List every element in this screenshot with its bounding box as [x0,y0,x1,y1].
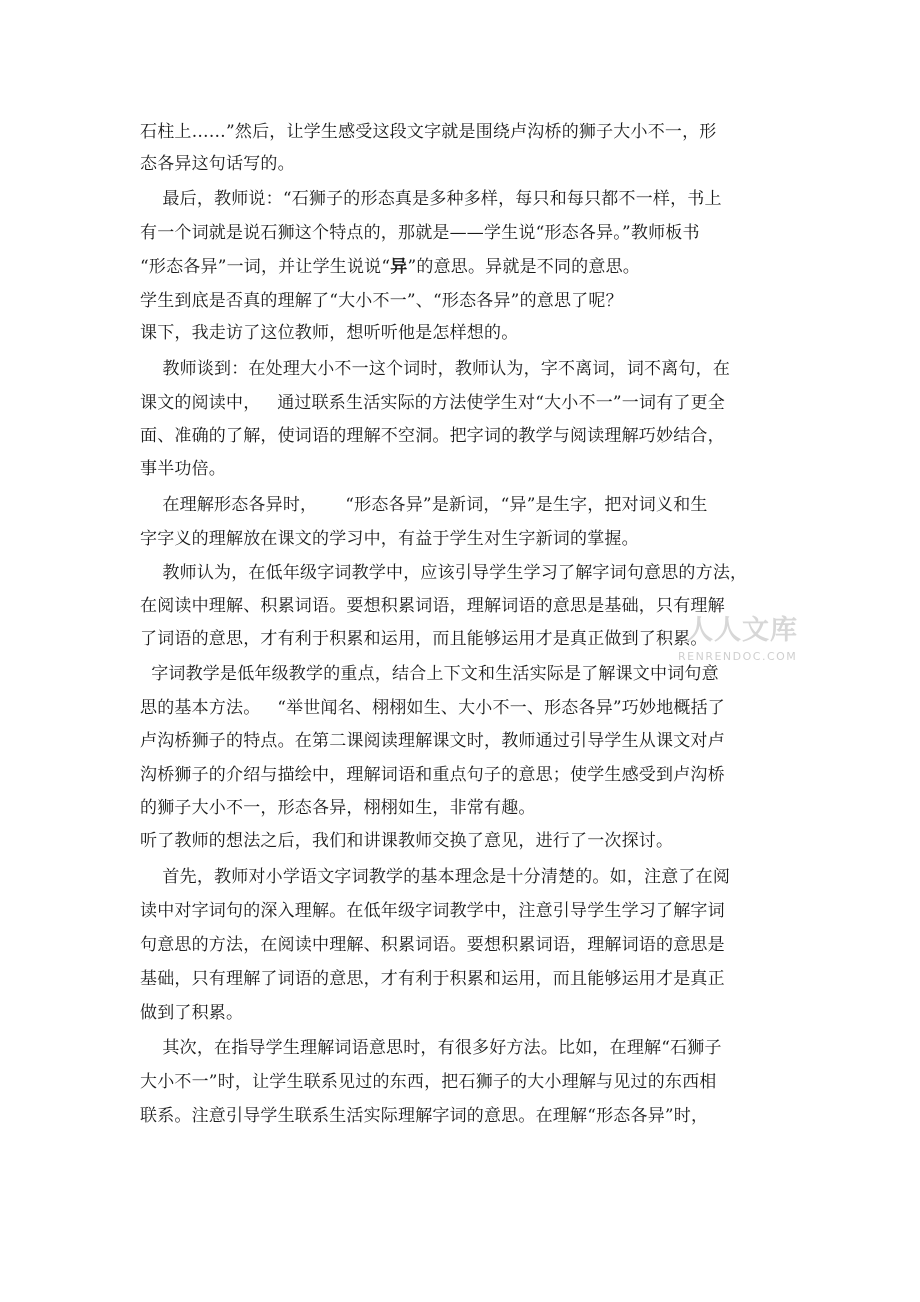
bold-character: 异 [390,257,408,277]
text-line: 首先，教师对小学语文字词教学的基本理念是十分清楚的。如，注意了在阅 [140,867,731,887]
text-line: 字字义的理解放在课文的学习中，有益于学生对生字新词的掌握。 [140,529,639,549]
text-line: 沟桥狮子的介绍与描绘中，理解词语和重点句子的意思；使学生感受到卢沟桥 [140,765,725,785]
text-line: 基础，只有理解了词语的意思，才有利于积累和运用，而且能够运用才是真正 [140,969,725,989]
text-line: 面、准确的了解，使词语的理解不空洞。把字词的教学与阅读理解巧妙结合， [140,426,725,446]
text-line: 教师认为，在低年级字词教学中，应该引导学生学习了解字词句意思的方法， [140,563,748,583]
text-line: 有一个词就是说石狮这个特点的，那就是——学生说“形态各异。”教师板书 [140,223,700,243]
text-line: 句意思的方法，在阅读中理解、积累词语。要想积累词语，理解词语的意思是 [140,935,725,955]
text-line: 其次，在指导学生理解词语意思时，有很多好方法。比如，在理解“石狮子 [140,1038,722,1058]
text-line: 的狮子大小不一，形态各异，栩栩如生，非常有趣。 [140,798,536,818]
text-line: 学生到底是否真的理解了“大小不一”、“形态各异”的意思了呢？ [140,291,623,311]
text-line: 了词语的意思，才有利于积累和运用，而且能够运用才是真正做到了积累。 [140,629,708,649]
text-line [140,256,800,278]
text-line: 在理解形态各异时， “形态各异”是新词，“异”是生字，把对词义和生 [140,495,708,515]
text-line: 读中对字词句的深入理解。在低年级字词教学中，注意引导学生学习了解字词 [140,901,725,921]
text-line: 思的基本方法。 “举世闻名、栩栩如生、大小不一、形态各异”巧妙地概括了 [140,698,725,718]
text-line: 课下，我走访了这位教师，想听听他是怎样想的。 [140,323,519,343]
text-line: 在阅读中理解、积累词语。要想积累词语，理解词语的意思是基础，只有理解 [140,596,725,616]
text-line: 卢沟桥狮子的特点。在第二课阅读理解课文时，教师通过引导学生从课文对卢 [140,731,725,751]
text-line: 最后，教师说：“石狮子的形态真是多种多样，每只和每只都不一样，书上 [140,189,722,209]
text-line: 听了教师的想法之后，我们和讲课教师交换了意见，进行了一次探讨。 [140,831,674,851]
text-line: 大小不一”时，让学生联系见过的东西，把石狮子的大小理解与见过的东西相 [140,1072,717,1092]
line-segment: “形态各异”一词，并让学生说说“ [140,257,391,277]
text-line: 石柱上……”然后，让学生感受这段文字就是围绕卢沟桥的狮子大小不一，形 [140,122,717,142]
watermark-title: 人人文库 [686,615,798,646]
text-line: 联系。注意引导学生联系生活实际理解字词的意思。在理解“形态各异”时， [140,1106,709,1126]
text-line: 字词教学是低年级教学的重点，结合上下文和生活实际是了解课文中词句意 [140,664,719,684]
line-segment: ”的意思。异就是不同的意思。 [407,257,640,277]
text-line: 事半功倍。 [140,459,226,479]
watermark-subtitle: RENRENDOC.COM [678,650,798,663]
text-line: 做到了积累。 [140,1003,244,1023]
text-line: 课文的阅读中， 通过联系生活实际的方法使学生对“大小不一”一词有了更全 [140,393,725,413]
text-line: 教师谈到：在处理大小不一这个词时，教师认为，字不离词，词不离句，在 [140,359,731,379]
text-line: 态各异这句话写的。 [140,154,295,174]
